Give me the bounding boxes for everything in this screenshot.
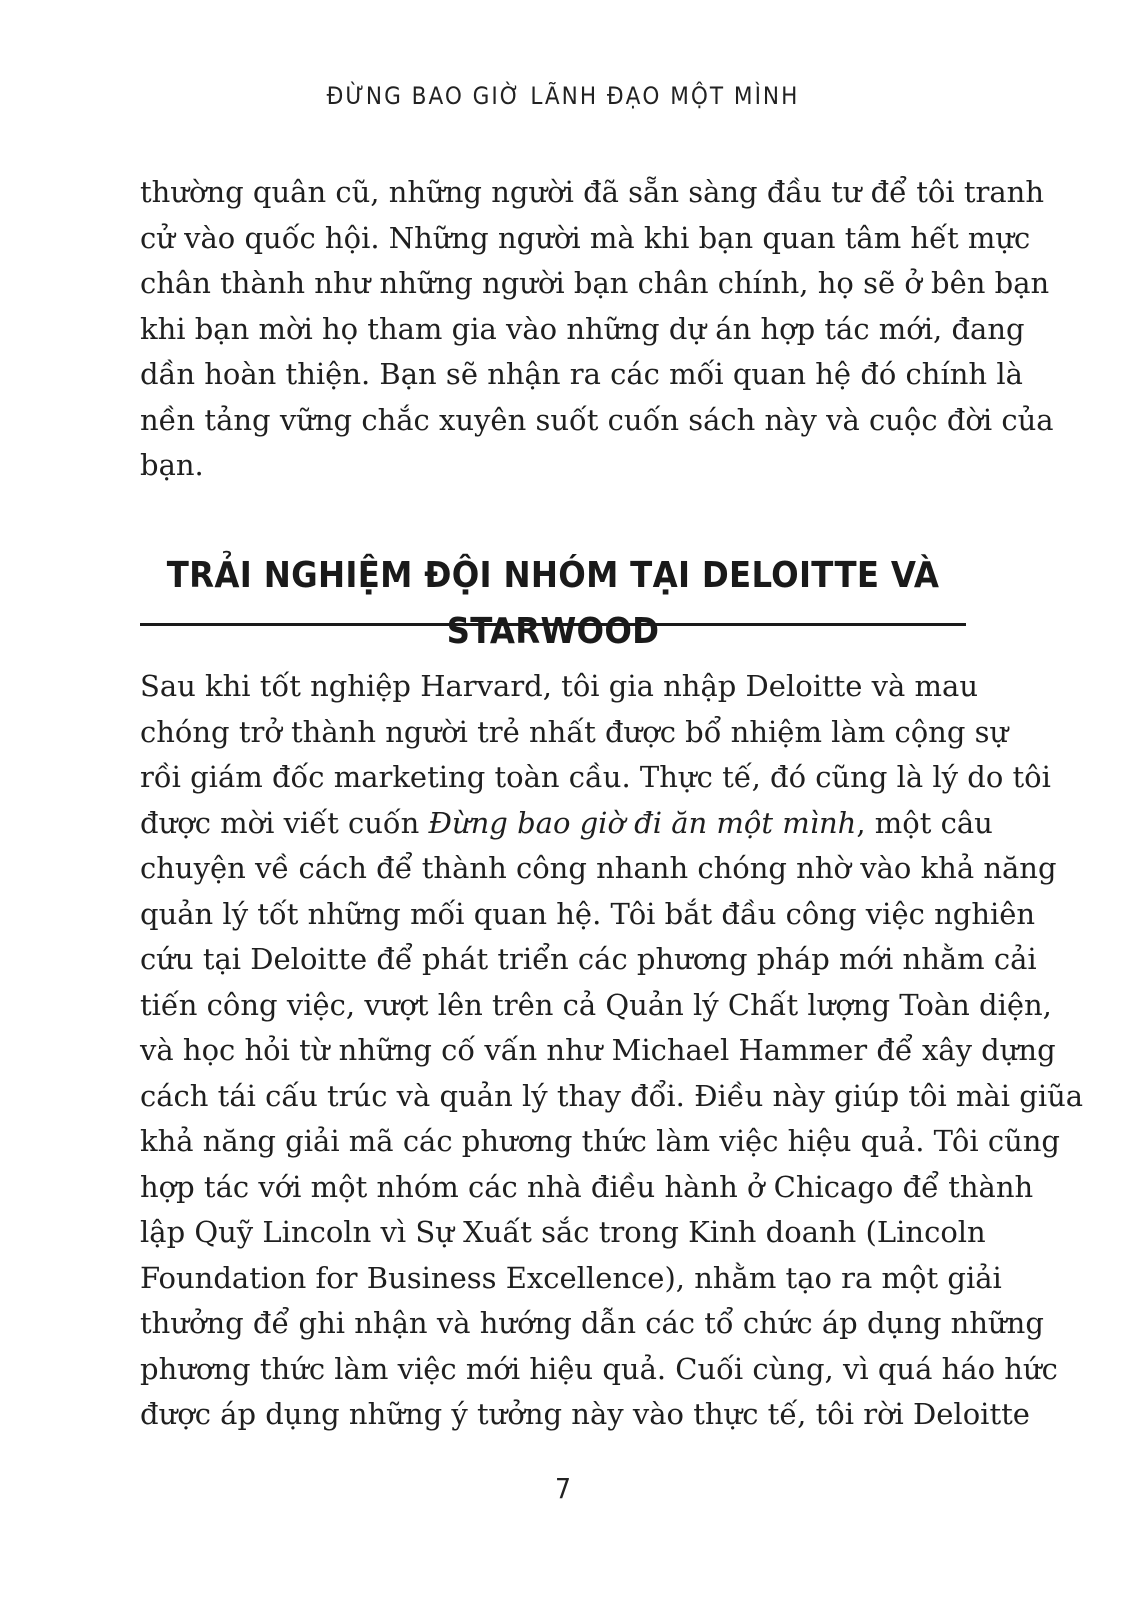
page-number: 7 — [554, 1472, 572, 1505]
paragraph-line: thưởng để ghi nhận và hướng dẫn các tổ chức áp dụng những — [140, 1306, 1044, 1340]
paragraph-line: cử vào quốc hội. Những người mà khi bạn quan tâm hết mực — [140, 220, 1031, 255]
paragraph-line-with-book-title — [140, 801, 993, 847]
line-text: , một câu — [856, 805, 993, 840]
paragraph-line: tiến công việc, vượt lên trên cả Quản lý Chất lượng Toàn diện, — [140, 987, 1052, 1022]
paragraph-line: chuyện về cách để thành công nhanh chóng nhờ vào khả năng — [140, 851, 1057, 885]
paragraph-line: bạn. — [140, 448, 204, 482]
paragraph-line: hợp tác với một nhóm các nhà điều hành ở Chicago để thành — [140, 1169, 1034, 1204]
paragraph-line: rồi giám đốc marketing toàn cầu. Thực tế, đó cũng là lý do tôi — [140, 760, 1051, 794]
paragraph-line: và học hỏi từ những cố vấn như Michael Hammer để xây dựng — [140, 1033, 1056, 1067]
paragraph-line: lập Quỹ Lincoln vì Sự Xuất sắc trong Kinh doanh (Lincoln — [140, 1215, 986, 1249]
body-paragraph-1 — [140, 170, 1054, 489]
paragraph-line: khả năng giải mã các phương thức làm việc hiệu quả. Tôi cũng — [140, 1124, 1060, 1158]
paragraph-line: dần hoàn thiện. Bạn sẽ nhận ra các mối quan hệ đó chính là — [140, 357, 1023, 391]
paragraph-line: chân thành như những người bạn chân chính, họ sẽ ở bên bạn — [140, 266, 1050, 300]
paragraph-line: thường quân cũ, những người đã sẵn sàng đầu tư để tôi tranh — [140, 175, 1045, 209]
paragraph-line: cứu tại Deloitte để phát triển các phương pháp mới nhằm cải — [140, 942, 1037, 976]
section-divider — [140, 623, 966, 626]
paragraph-line: nền tảng vững chắc xuyên suốt cuốn sách này và cuộc đời của — [140, 402, 1054, 437]
paragraph-line: cách tái cấu trúc và quản lý thay đổi. Điều này giúp tôi mài giũa — [140, 1078, 1084, 1113]
book-title: Đừng bao giờ đi ăn một mình — [428, 805, 857, 840]
running-header: ĐỪNG BAO GIỜ LÃNH ĐẠO MỘT MÌNH — [326, 82, 800, 110]
line-text: được mời viết cuốn — [140, 805, 429, 840]
body-paragraph-2 — [140, 664, 1084, 1438]
section-heading: TRẢI NGHIỆM ĐỘI NHÓM TẠI DELOITTE VÀ STARWOOD — [166, 555, 940, 652]
paragraph-line: Foundation for Business Excellence), nhằm tạo ra một giải — [140, 1260, 1002, 1295]
paragraph-line: được áp dụng những ý tưởng này vào thực tế, tôi rời Deloitte — [140, 1397, 1030, 1431]
paragraph-line: khi bạn mời họ tham gia vào những dự án hợp tác mới, đang — [140, 311, 1025, 346]
paragraph-line: quản lý tốt những mối quan hệ. Tôi bắt đầu công việc nghiên — [140, 896, 1036, 931]
paragraph-line: phương thức làm việc mới hiệu quả. Cuối cùng, vì quá háo hức — [140, 1351, 1058, 1386]
paragraph-line: chóng trở thành người trẻ nhất được bổ nhiệm làm cộng sự — [140, 714, 1009, 749]
paragraph-line: Sau khi tốt nghiệp Harvard, tôi gia nhập Deloitte và mau — [140, 669, 979, 703]
